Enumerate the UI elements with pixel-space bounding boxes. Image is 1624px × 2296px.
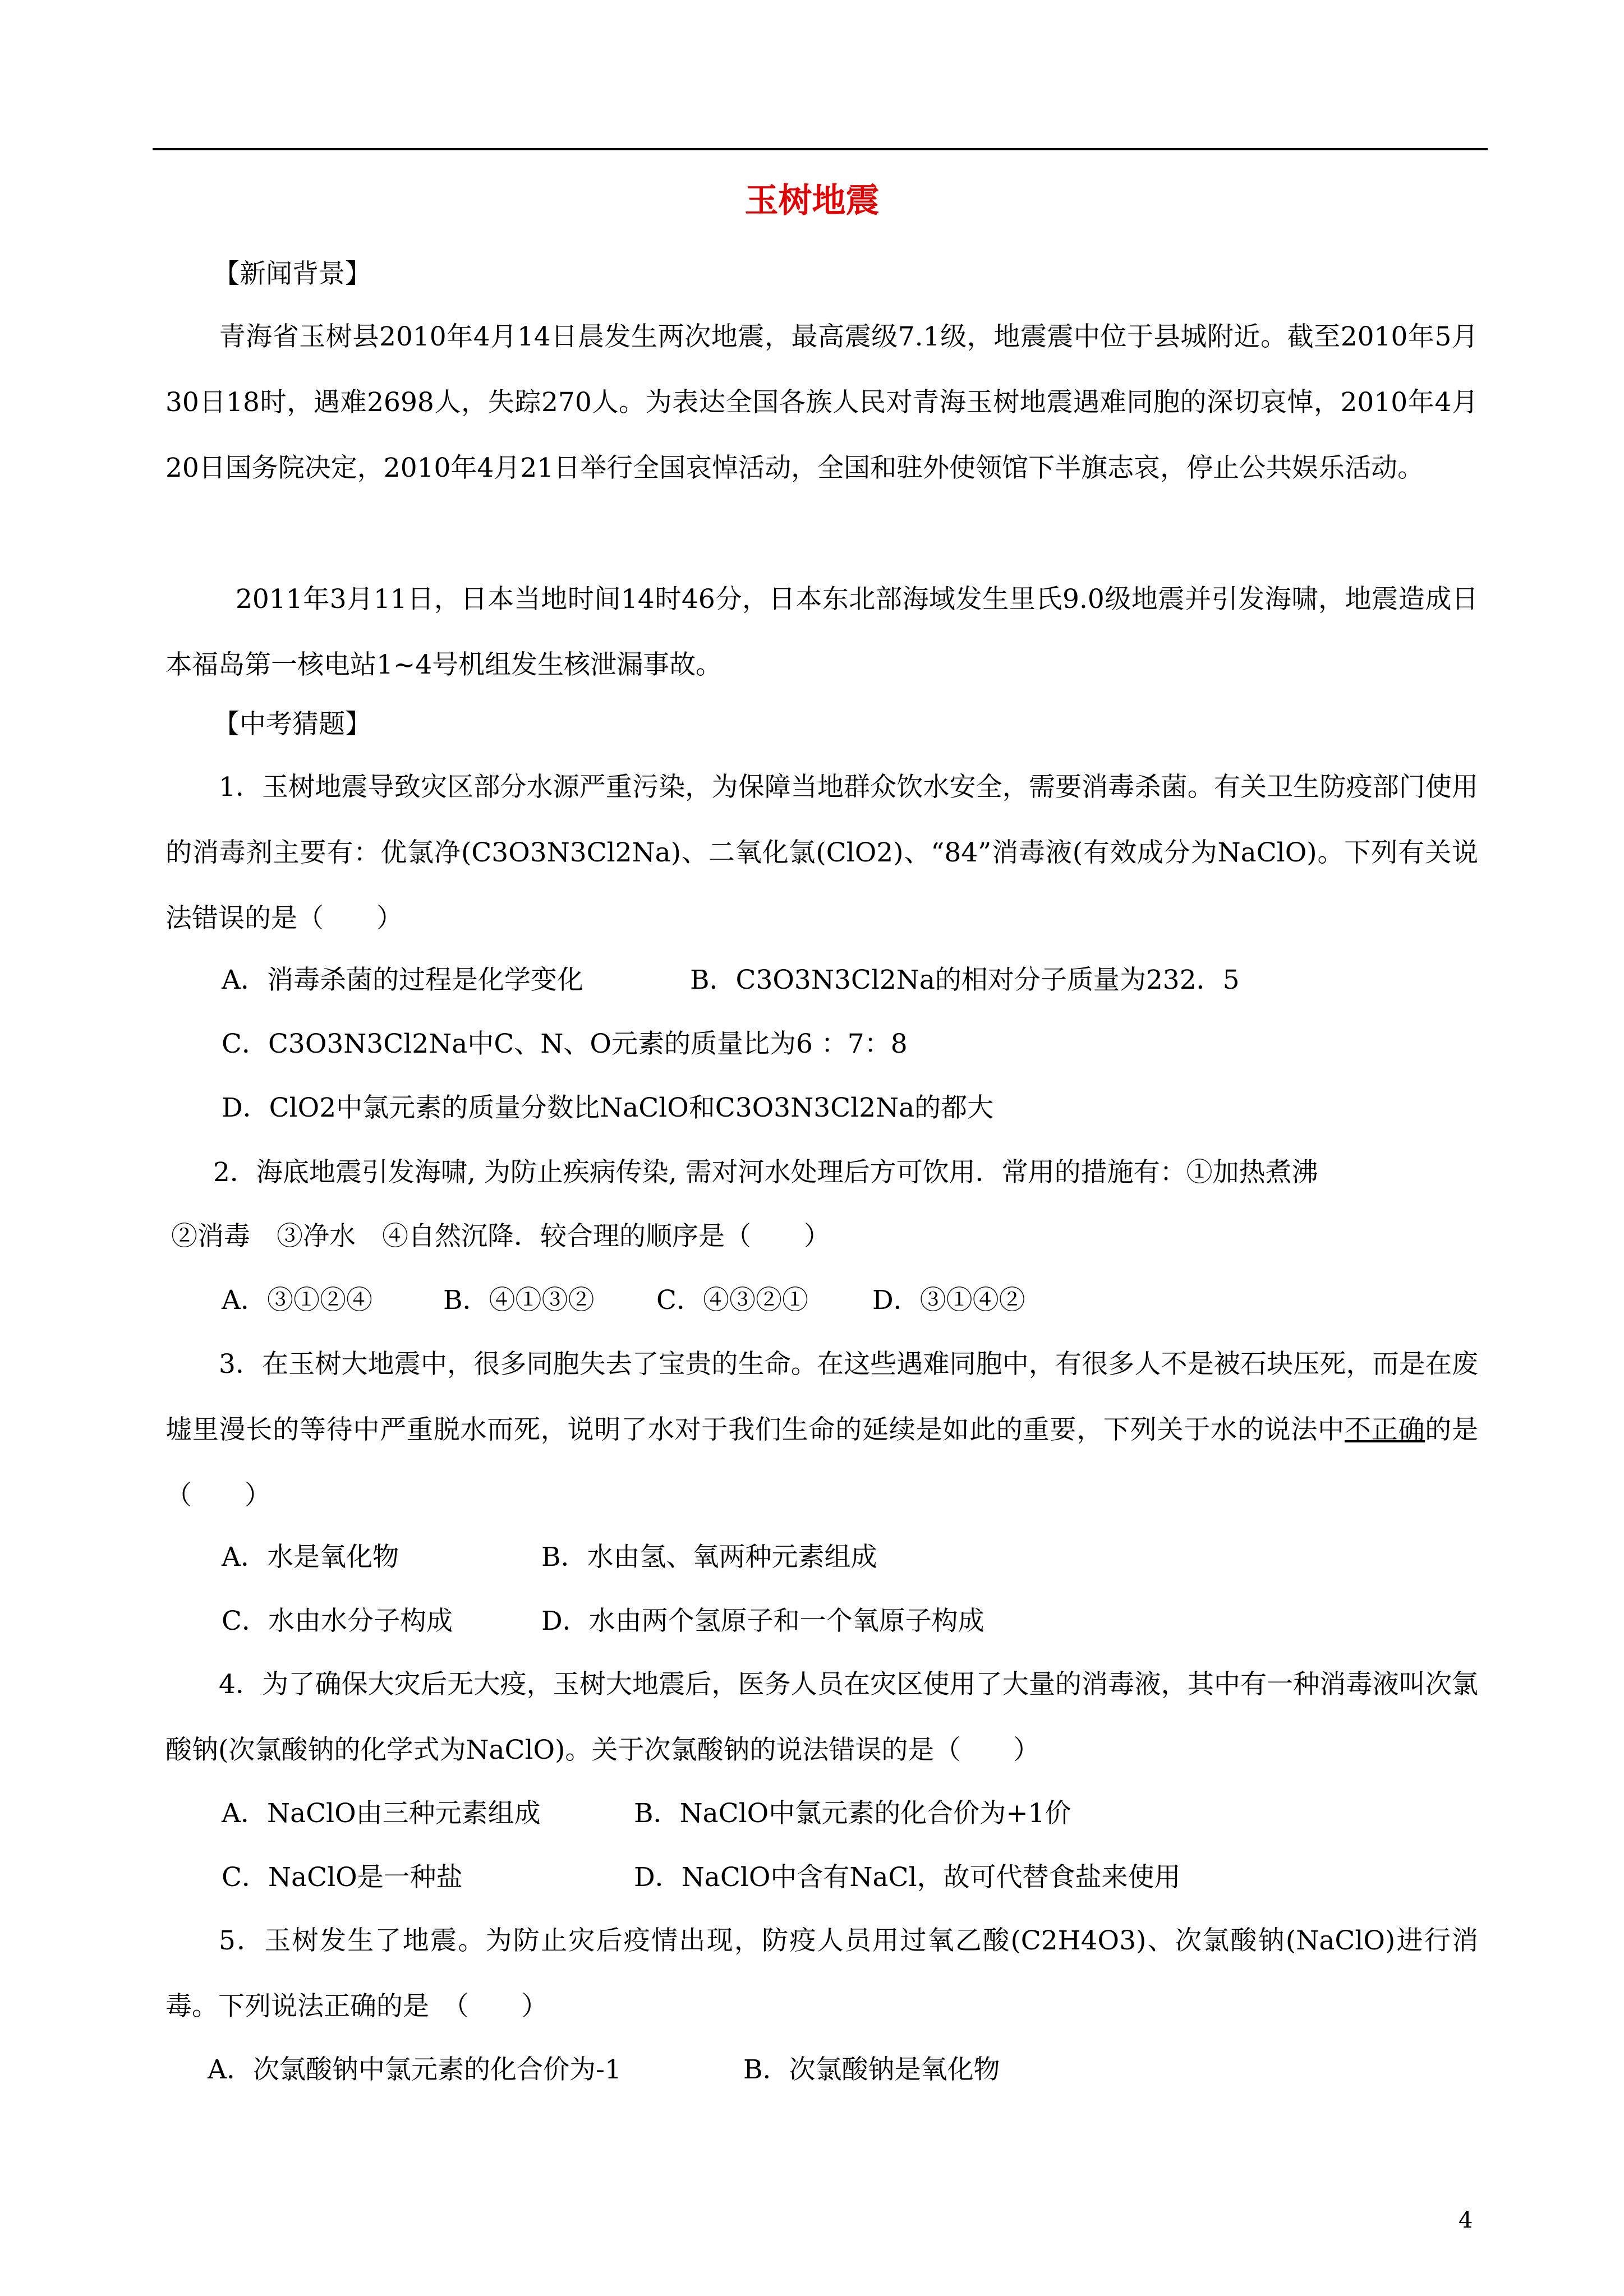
question-3-underlined-word: 不正确 (1344, 1414, 1425, 1445)
document-title: 玉树地震 (744, 181, 880, 220)
question-2-option-a: A．③①②④ (222, 1285, 372, 1316)
background-paragraph-2 (165, 566, 1478, 698)
question-4-stem (165, 1652, 1478, 1783)
question-2-option-d: D．③①④② (872, 1285, 1025, 1316)
question-2-stem-line-2: ②消毒 ③净水 ④自然沉降．较合理的顺序是（ ） (171, 1221, 830, 1252)
question-5-option-b: B．次氯酸钠是氧化物 (743, 2054, 1000, 2085)
question-3-stem (165, 1331, 1505, 1528)
question-5-stem (165, 1908, 1478, 2039)
question-4-option-d: D．NaClO中含有NaCl，故可代替食盐来使用 (634, 1862, 1181, 1893)
background-paragraph-2-text: 2011年3月11日，日本当地时间14时46分，日本东北部海域发生里氏9.0级地震并引发海啸，地震造成日本福岛第一核电站1~4号机组发生核泄漏事故。 (165, 584, 1478, 680)
question-1-option-b: B．C3O3N3Cl2Na的相对分子质量为232．5 (690, 965, 1240, 995)
question-4-option-c: C．NaClO是一种盐 (222, 1862, 463, 1893)
question-1-stem (165, 754, 1478, 951)
question-3-stem-text-before: 3．在玉树大地震中，很多同胞失去了宝贵的生命。在这些遇难同胞中，有很多人不是被石块压死，而是在废墟里漫长的等待中严重脱水而死，说明了水对于我们生命的延续是如此的重要，下列关于水的说法中 (165, 1349, 1478, 1445)
question-3-option-c: C．水由水分子构成 (222, 1606, 453, 1636)
guess-heading: 【中考猜题】 (213, 709, 371, 740)
question-3-stem-text-after: 的是 （ ） (165, 1414, 1505, 1511)
question-3-option-d: D．水由两个氢原子和一个氧原子构成 (541, 1606, 984, 1636)
question-1-option-d: D．ClO2中氯元素的质量分数比NaClO和C3O3N3Cl2Na的都大 (222, 1092, 994, 1123)
question-4-option-b: B．NaClO中氯元素的化合价为+1价 (634, 1798, 1071, 1829)
question-5-option-a: A．次氯酸钠中氯元素的化合价为-1 (208, 2054, 622, 2085)
question-1-option-c: C．C3O3N3Cl2Na中C、N、O元素的质量比为6 ：7：8 (222, 1029, 908, 1059)
question-3-option-a: A．水是氧化物 (222, 1542, 399, 1573)
question-4-option-a: A．NaClO由三种元素组成 (222, 1798, 541, 1829)
question-5-stem-text: 5．玉树发生了地震。为防止灾后疫情出现，防疫人员用过氧乙酸(C2H4O3)、次氯酸钠(NaClO)进行消毒。下列说法正确的是 （ ） (165, 1925, 1478, 2022)
question-2-option-b: B．④①③② (443, 1285, 595, 1316)
header-rule (153, 148, 1488, 150)
question-1-option-a: A．消毒杀菌的过程是化学变化 (222, 965, 583, 995)
question-1-stem-text: 1．玉树地震导致灾区部分水源严重污染，为保障当地群众饮水安全，需要消毒杀菌。有关卫生防疫部门使用的消毒剂主要有：优氯净(C3O3N3Cl2Na)、二氧化氯(ClO2)、“84”消毒液(有效成分为NaClO)。下列有关说法错误的是（ ） (165, 772, 1478, 934)
question-2-option-c: C．④③②① (656, 1285, 808, 1316)
question-2-stem-line-1: 2．海底地震引发海啸, 为防止疾病传染, 需对河水处理后方可饮用．常用的措施有：①加热煮沸 (213, 1157, 1318, 1188)
question-4-stem-text: 4．为了确保大灾后无大疫，玉树大地震后，医务人员在灾区使用了大量的消毒液，其中有一种消毒液叫次氯酸钠(次氯酸钠的化学式为NaClO)。关于次氯酸钠的说法错误的是（ ） (165, 1669, 1478, 1765)
page-number: 4 (1459, 2207, 1473, 2233)
background-heading: 【新闻背景】 (213, 259, 371, 289)
question-3-option-b: B．水由氢、氧两种元素组成 (541, 1542, 877, 1573)
background-paragraph-1-text: 青海省玉树县2010年4月14日晨发生两次地震，最高震级7.1级，地震震中位于县城附近。截至2010年5月30日18时，遇难2698人，失踪270人。为表达全国各族人民对青海玉树地震遇难同胞的深切哀悼，2010年4月20日国务院决定，2010年4月21日举行全国哀悼活动，全国和驻外使领馆下半旗志哀，停止公共娱乐活动。 (165, 321, 1478, 483)
background-paragraph-1 (165, 304, 1478, 501)
